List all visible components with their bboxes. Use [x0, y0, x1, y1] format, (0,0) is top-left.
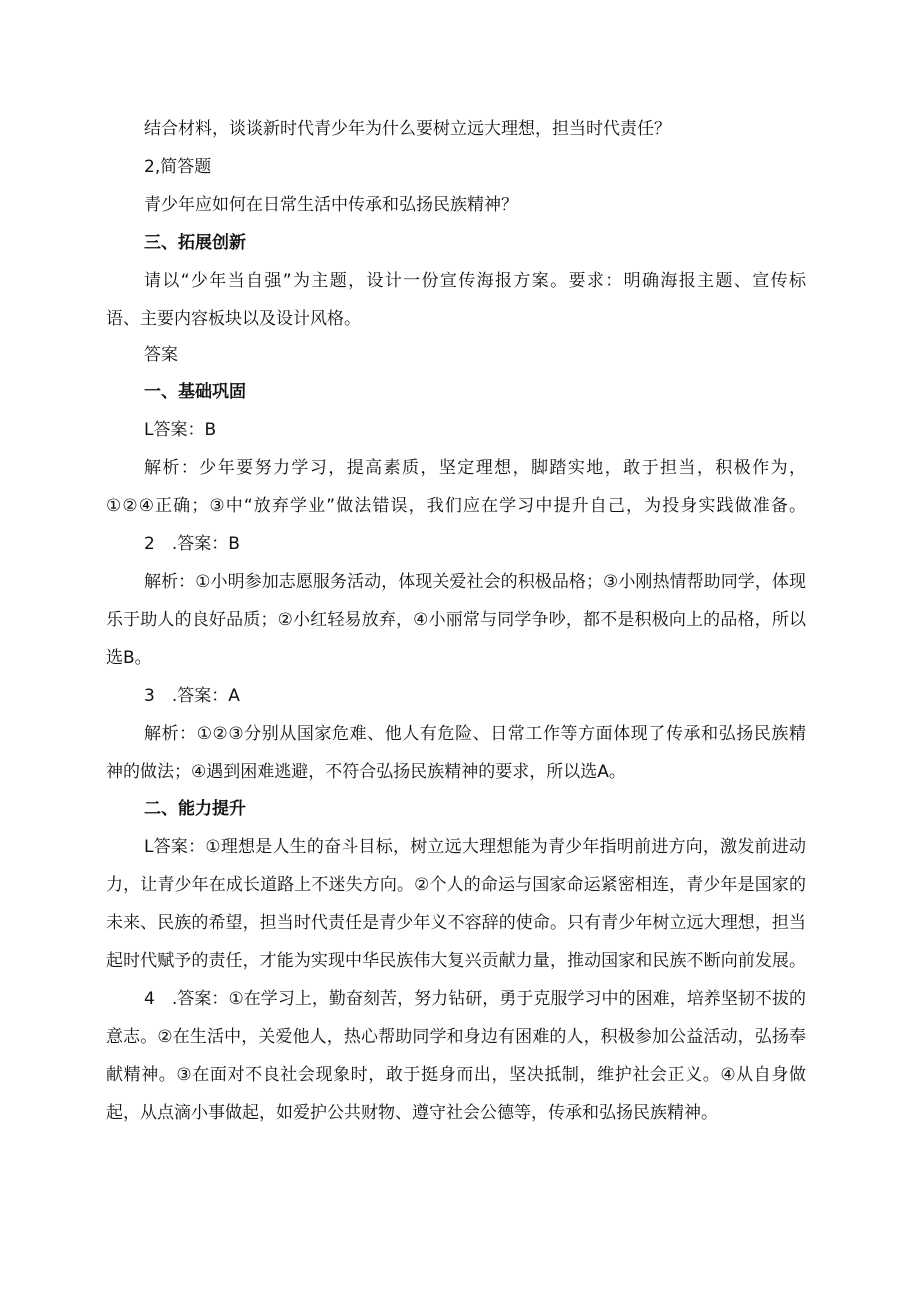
explanation-text: 乐于助人的良好品质；②小红轻易放弃，④小丽常与同学争吵，都不是积极向上的品格，所以 [106, 610, 806, 630]
answer-text: 意志。②在生活中，关爱他人，热心帮助同学和身边有困难的人，积极参加公益活动，弘扬奉 [106, 1027, 806, 1047]
answer-text: 未来、民族的希望，担当时代责任是青少年义不容辞的使命。只有青少年树立远大理想，担当 [106, 913, 806, 933]
answer-text: 起时代赋予的责任，才能为实现中华民族伟大复兴贡献力量，推动国家和民族不断向前发展。 [106, 951, 806, 971]
answer-line: 3 .答案：A [144, 686, 240, 706]
answer-text: 力，让青少年在成长道路上不迷失方向。②个人的命运与国家命运紧密相连，青少年是国家的 [106, 875, 806, 895]
answers-title: 答案 [144, 345, 178, 365]
section-heading-basics: 一、基础巩固 [144, 382, 246, 402]
question-number-label: 2,简答题 [144, 157, 212, 177]
answer-text: 献精神。③在面对不良社会现象时，敢于挺身而出，坚决抵制，维护社会正义。④从自身做 [106, 1065, 806, 1085]
question-text: 语、主要内容板块以及设计风格。 [106, 309, 361, 329]
explanation-text: 解析：①②③分别从国家危难、他人有危险、日常工作等方面体现了传承和弘扬民族精 [144, 724, 806, 744]
question-text: 请以“少年当自强”为主题，设计一份宣传海报方案。要求：明确海报主题、宣传标 [144, 271, 806, 291]
explanation-text: 选B。 [106, 648, 152, 668]
explanation-text: 神的做法；④遇到困难逃避，不符合弘扬民族精神的要求，所以选A。 [106, 762, 626, 782]
section-heading-ability: 二、能力提升 [144, 799, 246, 819]
answer-line: 2 .答案：B [144, 534, 240, 554]
answer-text: L答案：①理想是人生的奋斗目标，树立远大理想能为青少年指明前进方向，激发前进动 [144, 837, 806, 857]
question-text: 青少年应如何在日常生活中传承和弘扬民族精神？ [144, 195, 518, 215]
answer-text: 4 .答案：①在学习上，勤奋刻苦，努力钻研，勇于克服学习中的困难，培养坚韧不拔的 [144, 989, 806, 1009]
answer-text: 起，从点滴小事做起，如爱护公共财物、遵守社会公德等，传承和弘扬民族精神。 [106, 1103, 718, 1123]
question-text: 结合材料，谈谈新时代青少年为什么要树立远大理想，担当时代责任？ [144, 119, 671, 139]
answer-line: L答案：B [144, 420, 217, 440]
explanation-text: ①②④正确；③中“放弃学业”做法错误，我们应在学习中提升自己，为投身实践做准备。 [106, 496, 806, 516]
section-heading-extension: 三、拓展创新 [144, 233, 246, 253]
explanation-text: 解析：①小明参加志愿服务活动，体现关爱社会的积极品格；③小刚热情帮助同学，体现 [144, 572, 806, 592]
explanation-text: 解析：少年要努力学习，提高素质，坚定理想，脚踏实地，敢于担当，积极作为， [144, 458, 806, 478]
